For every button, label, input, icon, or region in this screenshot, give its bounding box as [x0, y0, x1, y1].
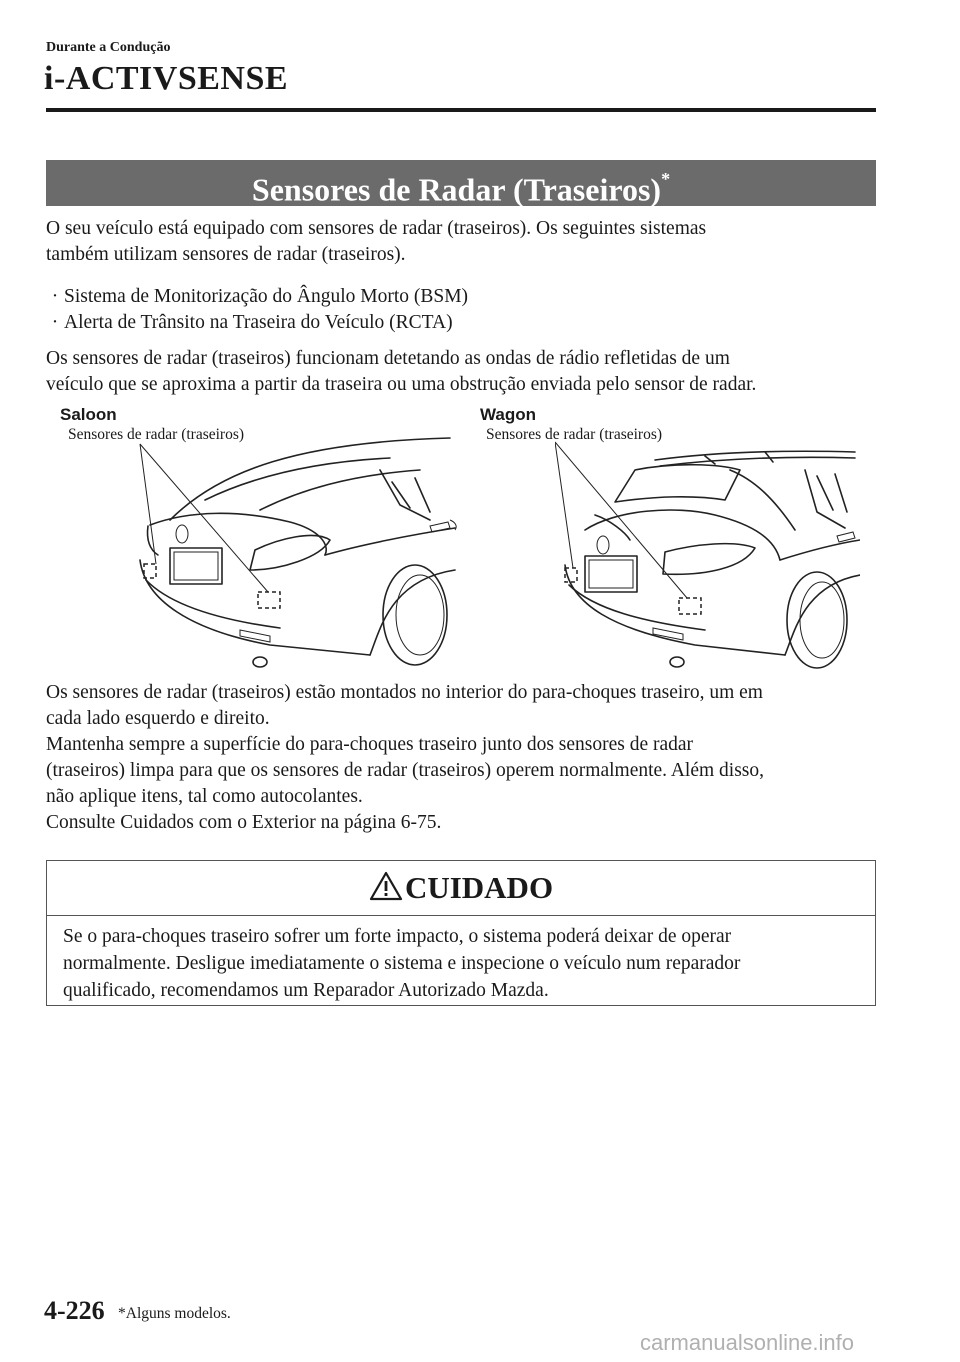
intro-line-2: também utilizam sensores de radar (traseiros). — [46, 244, 406, 265]
mounting-line-1: Os sensores de radar (traseiros) estão montados no interior do para-choques traseiro, um em — [46, 682, 763, 703]
section-title: Durante a Condução — [46, 40, 171, 55]
bullet-text-rcta: Alerta de Trânsito na Traseira do Veículo (RCTA) — [64, 312, 453, 333]
wagon-label: Wagon — [480, 405, 537, 424]
caution-heading-text: CUIDADO — [404, 870, 554, 905]
chapter-title: i-ACTIVSENSE — [44, 60, 289, 97]
wagon-illustration — [555, 440, 860, 670]
page-title-text: Sensores de Radar (Traseiros) — [251, 171, 662, 208]
bullet-item-bsm — [46, 284, 468, 310]
mounting-paragraph — [46, 680, 876, 836]
bullet-dot-icon: · — [51, 286, 59, 307]
footnote: *Alguns modelos. — [118, 1305, 231, 1322]
wagon-caption: Sensores de radar (traseiros) — [486, 426, 663, 443]
mounting-line-3: Mantenha sempre a superfície do para-choques traseiro junto dos sensores de radar — [46, 734, 694, 755]
mounting-line-5: não aplique itens, tal como autocolantes. — [46, 786, 363, 807]
warning-triangle-icon — [369, 871, 403, 901]
intro-line-1: O seu veículo está equipado com sensores de radar (traseiros). Os seguintes sistemas — [46, 218, 707, 239]
page-title — [46, 160, 876, 206]
caution-line-1: Se o para-choques traseiro sofrer um forte impacto, o sistema poderá deixar de operar — [63, 926, 732, 947]
caution-text — [63, 923, 863, 1004]
operation-line-2: veículo que se aproxima a partir da traseira ou uma obstrução enviada pelo sensor de radar. — [46, 374, 757, 395]
models-marker: * — [661, 169, 671, 189]
operation-line-1: Os sensores de radar (traseiros) funcionam detetando as ondas de rádio refletidas de um — [46, 348, 730, 369]
bullet-dot-icon: · — [51, 312, 59, 333]
operation-paragraph — [46, 346, 876, 398]
intro-paragraph — [46, 216, 876, 268]
bullet-item-rcta — [46, 310, 453, 336]
caution-line-2: normalmente. Desligue imediatamente o sistema e inspecione o veículo num reparador — [63, 953, 741, 974]
saloon-caption: Sensores de radar (traseiros) — [68, 426, 245, 443]
page-number: 4-226 — [44, 1296, 105, 1325]
caution-line-3: qualificado, recomendamos um Reparador Autorizado Mazda. — [63, 980, 549, 1001]
caution-box — [46, 860, 876, 1006]
mounting-line-6: Consulte Cuidados com o Exterior na página 6-75. — [46, 812, 442, 833]
watermark: carmanualsonline.info — [640, 1330, 855, 1355]
mounting-line-4: (traseiros) limpa para que os sensores de radar (traseiros) operem normalmente. Além disso, — [46, 760, 765, 781]
saloon-label: Saloon — [60, 405, 117, 424]
header-divider — [46, 108, 876, 112]
mounting-line-2: cada lado esquerdo e direito. — [46, 708, 270, 729]
caution-heading — [47, 861, 875, 916]
bullet-text-bsm: Sistema de Monitorização do Ângulo Morto (BSM) — [64, 286, 469, 307]
saloon-illustration — [130, 430, 460, 670]
